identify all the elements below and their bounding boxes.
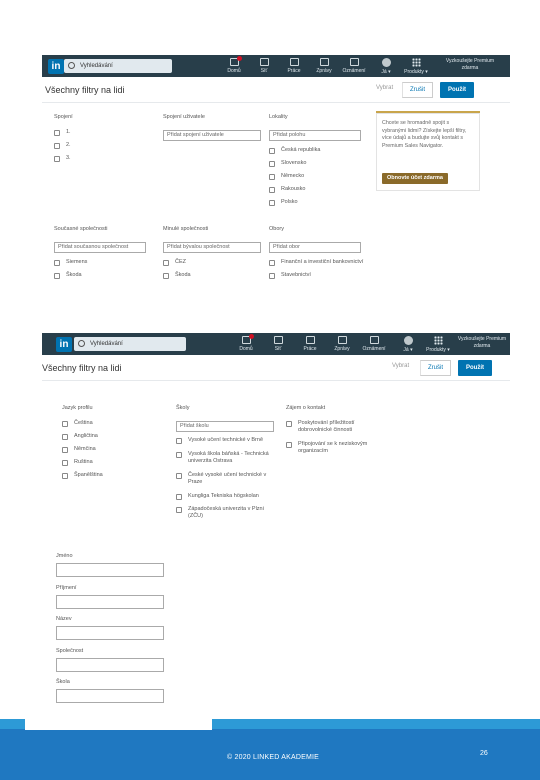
bell-icon [370, 336, 379, 344]
profile-language-heading: Jazyk profilu [62, 405, 93, 411]
avatar [382, 58, 391, 67]
checkbox-school-3[interactable]: České vysoké učení technické v Praze [176, 472, 276, 486]
grid-icon [434, 336, 443, 345]
premium-ad-box [376, 113, 480, 191]
checkbox-current-company-1[interactable]: Siemens [54, 259, 87, 266]
last-name-label: Příjmení [56, 585, 77, 591]
checkbox-location-4[interactable]: Rakousko [269, 186, 305, 193]
nav-messaging[interactable]: Zprávy [328, 335, 356, 352]
checkbox-language-3[interactable]: Němčina [62, 446, 96, 453]
nav-notifications[interactable]: Oznámení [360, 335, 388, 352]
grid-icon [412, 58, 421, 67]
checkbox-past-company-1[interactable]: ČEZ [163, 259, 186, 266]
nav-jobs[interactable]: Práce [280, 57, 308, 74]
page-title: Všechny filtry na lidi [45, 85, 125, 95]
top-nav-bar [42, 55, 510, 77]
nav-products[interactable]: Produkty ▾ [402, 57, 430, 75]
checkbox-connection-1[interactable]: 1. [54, 129, 71, 136]
nav-notifications[interactable]: Oznámení [340, 57, 368, 74]
briefcase-icon [306, 336, 315, 344]
industries-heading: Obory [269, 226, 284, 232]
apply-button[interactable]: Použít [458, 360, 492, 376]
title-label: Název [56, 616, 72, 622]
school-field[interactable] [56, 689, 164, 703]
page-title: Všechny filtry na lidi [42, 363, 122, 373]
checkbox-current-company-2[interactable]: Škoda [54, 272, 82, 279]
connections-heading: Spojení [54, 114, 73, 120]
nav-home[interactable]: Domů [220, 57, 248, 74]
checkbox-interest-2[interactable]: Připojování se k neziskovým organizacím [286, 441, 386, 455]
past-company-input[interactable]: Přidat bývalou společnost [163, 242, 261, 253]
apply-button[interactable]: Použít [440, 82, 474, 98]
premium-trial-link[interactable]: Vyzkoušejte Premium zdarma [457, 336, 507, 349]
avatar [404, 336, 413, 345]
checkbox-school-2[interactable]: Vysoká škola báňská - Technická univerzita Ostrava [176, 451, 276, 465]
checkbox-connection-3[interactable]: 3. [54, 155, 71, 162]
checkbox-language-4[interactable]: Ruština [62, 459, 93, 466]
checkbox-language-1[interactable]: Čeština [62, 420, 93, 427]
contact-interests-heading: Zájem o kontakt [286, 405, 326, 411]
past-company-heading: Minulé společnosti [163, 226, 209, 232]
title-field[interactable] [56, 626, 164, 640]
checkbox-past-company-2[interactable]: Škoda [163, 272, 191, 279]
industry-input[interactable]: Přidat obor [269, 242, 361, 253]
bell-icon [350, 58, 359, 66]
nav-jobs[interactable]: Práce [296, 335, 324, 352]
schools-heading: Školy [176, 405, 190, 411]
linkedin-filters-screenshot-1 [42, 55, 510, 288]
nav-me[interactable]: Já ▾ [394, 335, 422, 353]
footer-copyright: © 2020 LINKED AKADEMIE [227, 754, 320, 761]
search-input[interactable]: Vyhledávání [74, 337, 186, 351]
checkbox-industry-1[interactable]: Finanční a investiční bankovnictví [269, 259, 363, 266]
cancel-button[interactable]: Zrušit [420, 360, 451, 376]
checkbox-school-5[interactable]: Západočeská univerzita v Plzni (ZČU) [176, 506, 276, 520]
linkedin-logo-icon[interactable]: in [48, 59, 64, 74]
first-name-label: Jméno [56, 553, 73, 559]
checkbox-language-2[interactable]: Angličtina [62, 433, 98, 440]
last-name-field[interactable] [56, 595, 164, 609]
briefcase-icon [290, 58, 299, 66]
company-field[interactable] [56, 658, 164, 672]
checkbox-location-2[interactable]: Slovensko [269, 160, 306, 167]
search-icon [78, 340, 85, 347]
company-label: Společnost [56, 648, 84, 654]
checkbox-language-5[interactable]: Španělština [62, 472, 103, 479]
connections-of-input[interactable]: Přidat spojení uživatele [163, 130, 261, 141]
linkedin-filters-screenshot-2 [42, 333, 510, 705]
footer-white-tab [25, 719, 212, 730]
home-icon [242, 336, 251, 344]
first-name-field[interactable] [56, 563, 164, 577]
locations-heading: Lokality [269, 114, 288, 120]
nav-products[interactable]: Produkty ▾ [424, 335, 452, 353]
nav-network[interactable]: Síť [250, 57, 278, 74]
checkbox-school-1[interactable]: Vysoké učení technické v Brně [176, 437, 276, 444]
nav-messaging[interactable]: Zprávy [310, 57, 338, 74]
top-nav-bar [42, 333, 510, 355]
reset-button[interactable]: Vybrat [376, 85, 394, 91]
ad-text: Chcete se hromadně spojit s vybranými lidmi? Získejte lepší filtry, více údajů a budujte svůj kontakt s Premium Sales Navigator. [382, 120, 467, 149]
nav-network[interactable]: Síť [264, 335, 292, 352]
linkedin-logo-icon[interactable]: in [56, 337, 72, 352]
network-icon [274, 336, 283, 344]
ad-button[interactable]: Obnovte účet zdarma [382, 173, 448, 184]
network-icon [260, 58, 269, 66]
search-input[interactable]: Vyhledávání [64, 59, 172, 73]
message-icon [320, 58, 329, 66]
connections-of-heading: Spojení uživatele [163, 114, 205, 120]
nav-home[interactable]: Domů [232, 335, 260, 352]
filters-header [42, 355, 510, 381]
checkbox-location-1[interactable]: Česká republika [269, 147, 320, 154]
filters-header [42, 77, 510, 103]
checkbox-school-4[interactable]: Kungliga Tekniska högskolan [176, 493, 276, 500]
checkbox-location-5[interactable]: Polsko [269, 199, 298, 206]
school-label: Škola [56, 679, 70, 685]
current-company-heading: Současné společnosti [54, 226, 108, 232]
message-icon [338, 336, 347, 344]
current-company-input[interactable]: Přidat současnou společnost [54, 242, 146, 253]
school-input[interactable]: Přidat školu [176, 421, 274, 432]
checkbox-location-3[interactable]: Německo [269, 173, 304, 180]
premium-trial-link[interactable]: Vyzkoušejte Premium zdarma [445, 58, 495, 71]
cancel-button[interactable]: Zrušit [402, 82, 433, 98]
reset-button[interactable]: Vybrat [392, 363, 410, 369]
checkbox-industry-2[interactable]: Stavebnictví [269, 272, 311, 279]
checkbox-connection-2[interactable]: 2. [54, 142, 71, 149]
search-icon [68, 62, 75, 69]
checkbox-interest-1[interactable]: Poskytování příležitostí dobrovolnické činnosti [286, 420, 386, 434]
home-icon [230, 58, 239, 66]
location-input[interactable]: Přidat polohu [269, 130, 361, 141]
page-number: 26 [480, 750, 488, 757]
nav-me[interactable]: Já ▾ [372, 57, 400, 75]
